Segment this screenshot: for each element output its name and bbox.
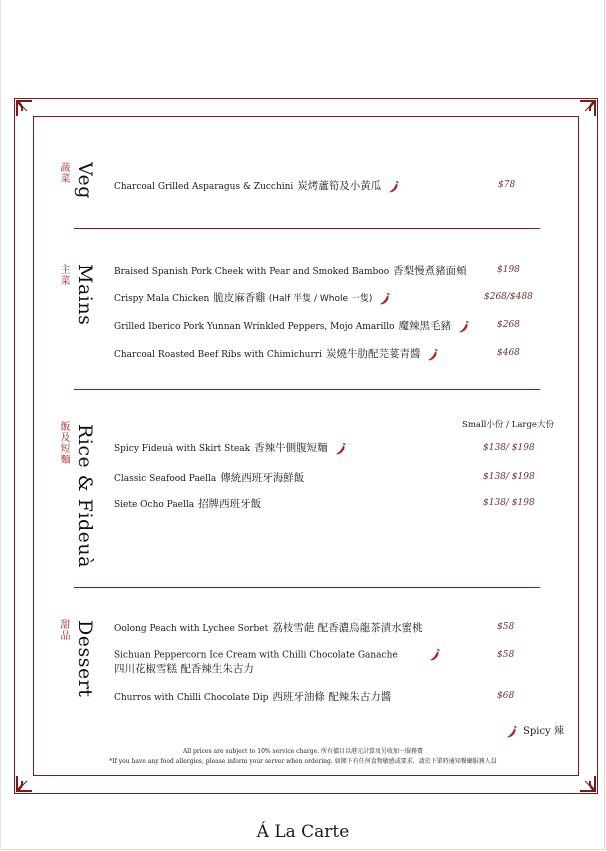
item-price: $68 xyxy=(497,691,515,701)
item-price: $268/$488 xyxy=(484,292,533,302)
item-price: $138/ $198 xyxy=(483,498,535,508)
size-small-label: Small xyxy=(462,420,487,430)
menu-item xyxy=(114,689,391,704)
item-name-cn: 傳統西班牙海鮮飯 xyxy=(220,472,305,484)
size-separator: / xyxy=(503,420,512,430)
item-price: $138/ $198 xyxy=(483,472,535,482)
corner-ornament-icon xyxy=(15,775,33,793)
chili-pepper-icon xyxy=(378,292,392,306)
chili-pepper-icon xyxy=(457,320,471,334)
size-small-label-cn: 小份 xyxy=(486,420,504,430)
item-name-cn: 招牌西班牙飯 xyxy=(198,498,262,510)
item-name: Charcoal Grilled Asparagus & Zucchini xyxy=(114,182,294,192)
corner-ornament-icon xyxy=(579,99,597,117)
size-large-label-cn: 大份 xyxy=(536,420,554,430)
item-price: $468 xyxy=(497,348,520,358)
item-name-cn: 香梨慢煮豬面頰 xyxy=(393,265,467,277)
item-name-cn: 西班牙油條 配辣朱古力醬 xyxy=(272,691,392,703)
section-title-veg-cn: 蔬菜 xyxy=(60,163,71,185)
section-title-veg: Veg xyxy=(74,162,96,199)
item-options: (Half 半隻 / Whole 一隻) xyxy=(268,294,373,304)
menu-item xyxy=(114,178,401,194)
chili-pepper-icon xyxy=(428,648,442,662)
section-title-mains-cn: 主菜 xyxy=(60,265,71,287)
item-name-cn: 脆皮麻香雞 xyxy=(213,292,266,304)
item-name-cn: 香辣牛側腹短麵 xyxy=(254,442,328,454)
menu-item xyxy=(114,496,261,511)
item-name: Braised Spanish Pork Cheek with Pear and Smoked Bamboo xyxy=(114,267,390,277)
section-title-rice-cn: 飯及短麵 xyxy=(60,422,71,466)
item-price: $138/ $198 xyxy=(483,443,535,453)
size-header xyxy=(462,418,554,430)
menu-item xyxy=(114,648,442,677)
item-name: Spicy Fideuà with Skirt Steak xyxy=(114,444,251,454)
item-name-cn: 魔辣黑毛豬 xyxy=(398,320,452,332)
item-name: Charcoal Roasted Beef Ribs with Chimichurri xyxy=(114,350,322,360)
menu-item xyxy=(114,346,440,362)
page-footer-title: Á La Carte xyxy=(256,822,350,842)
section-divider xyxy=(74,228,540,229)
service-note-cn: 所有價目以港元計算及另收加一服務費 xyxy=(321,748,424,755)
section-title-dessert: Dessert xyxy=(74,620,96,698)
menu-item xyxy=(114,290,392,306)
legend-label-cn: 辣 xyxy=(553,726,564,737)
service-charge-note xyxy=(0,746,606,755)
menu-item xyxy=(114,620,423,635)
allergy-note xyxy=(0,756,606,765)
item-name: Grilled Iberico Pork Yunnan Wrinkled Peppers, Mojo Amarillo xyxy=(114,322,395,332)
chili-pepper-icon xyxy=(387,180,401,194)
menu-item xyxy=(114,440,348,456)
menu-item xyxy=(114,470,304,485)
section-divider xyxy=(74,389,540,390)
menu-item xyxy=(114,263,467,278)
item-name-cn: 炭燒牛肋配芫荽青醬 xyxy=(325,348,421,360)
allergy-note-en: *If you have any food allergies, please inform your server when ordering. xyxy=(109,758,335,765)
item-name: Oolong Peach with Lychee Sorbet xyxy=(114,624,269,634)
item-name: Siete Ocho Paella xyxy=(114,500,195,510)
corner-ornament-icon xyxy=(579,775,597,793)
item-price: $58 xyxy=(497,650,515,660)
item-price: $78 xyxy=(498,180,516,190)
item-name-cn: 四川花椒雪糕 配香辣生朱古力 xyxy=(114,662,254,675)
item-name: Sichuan Peppercorn Ice Cream with Chilli Chocolate Ganache xyxy=(114,650,398,661)
chili-pepper-icon xyxy=(505,725,519,739)
corner-ornament-icon xyxy=(15,99,33,117)
item-price: $268 xyxy=(497,320,520,330)
item-name-cn: 荔枝雪葩 配香濃烏龍茶漬水蜜桃 xyxy=(272,622,423,634)
item-price: $58 xyxy=(497,622,515,632)
size-large-label: Large xyxy=(511,420,537,430)
chili-pepper-icon xyxy=(426,348,440,362)
section-title-dessert-cn: 甜品 xyxy=(60,620,71,642)
section-title-rice: Rice & Fideuà xyxy=(74,424,96,568)
section-divider xyxy=(74,587,540,588)
item-name-cn: 炭烤蘆筍及小黃瓜 xyxy=(297,180,382,192)
item-price: $198 xyxy=(497,265,520,275)
section-title-mains: Mains xyxy=(74,264,96,326)
item-name: Classic Seafood Paella xyxy=(114,474,217,484)
allergy-note-cn: 如閣下有任何食物敏感或要求，請於下單時通知餐廳服務人員 xyxy=(334,758,497,765)
item-name: Churros with Chilli Chocolate Dip xyxy=(114,693,269,703)
spicy-legend xyxy=(505,722,564,739)
item-name: Crispy Mala Chicken xyxy=(114,294,210,304)
service-note-en: All prices are subject to 10% service charge. xyxy=(182,748,322,755)
legend-label: Spicy xyxy=(523,726,551,737)
chili-pepper-icon xyxy=(334,442,348,456)
menu-item xyxy=(114,318,471,334)
